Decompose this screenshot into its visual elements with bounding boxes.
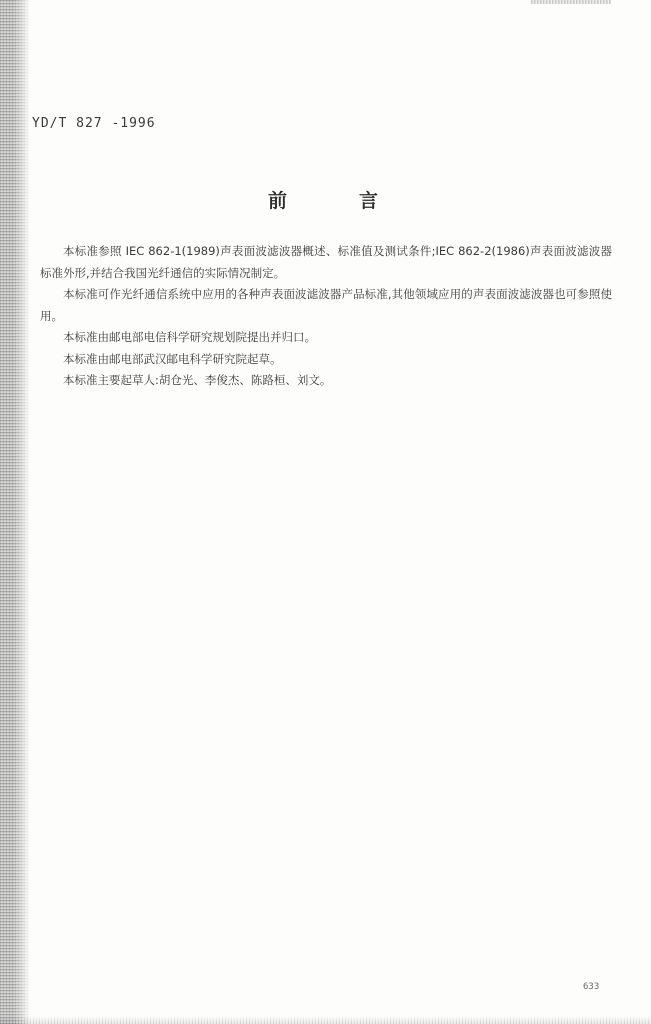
heading-char-1: 前 [268,190,288,212]
paragraph-reference: 本标准参照 IEC 862-1(1989)声表面波滤波器概述、标准值及测试条件;IEC 862-2(1986)声表面波滤波器标准外形,并结合我国光纤通信的实际情况制定。 [40,244,612,280]
preface-body [40,241,612,392]
paragraph-scope: 本标准可作光纤通信系统中应用的各种声表面波滤波器产品标准,其他领域应用的声表面波滤波器也可参照使用。 [40,287,612,323]
paragraph-drafter: 本标准由邮电部武汉邮电科学研究院起草。 [63,351,282,366]
scan-bottom-edge [0,1016,651,1024]
standard-code: YD/T 827 -1996 [32,116,156,131]
scan-binding-edge [0,0,30,1024]
heading-char-2: 言 [358,190,378,212]
page-number: 633 [583,982,600,992]
page-heading [268,186,378,213]
scan-top-artifact [531,0,611,4]
paragraph-authors: 本标准主要起草人:胡仓光、李俊杰、陈路桓、刘文。 [63,373,332,387]
paragraph-proposer: 本标准由邮电部电信科学研究规划院提出并归口。 [63,330,316,344]
